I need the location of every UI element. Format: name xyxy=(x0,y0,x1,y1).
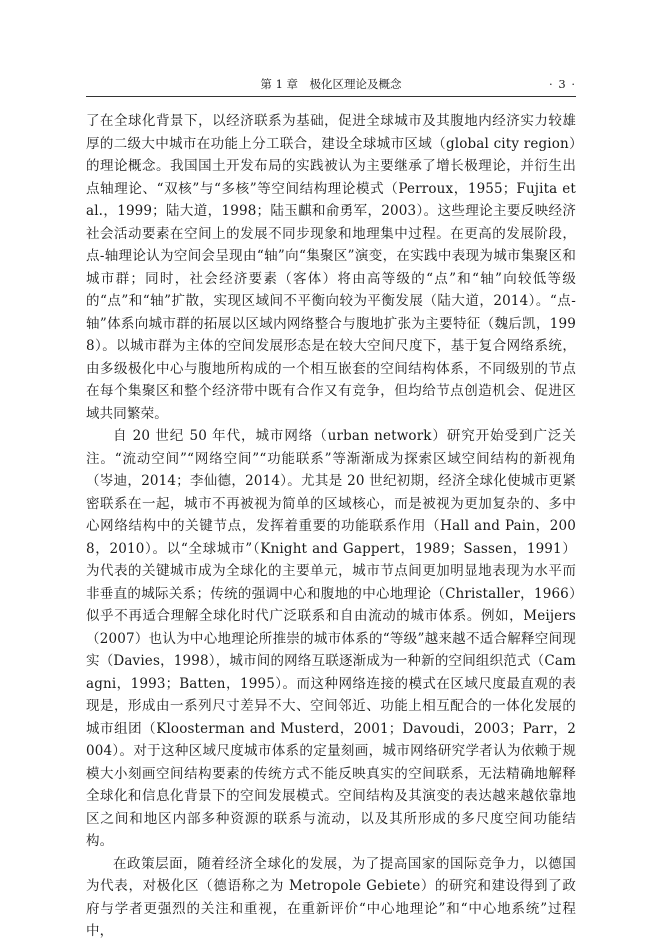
paragraph-urban-network: 自 20 世纪 50 年代，城市网络（urban network）研究开始受到广泛关注。“流动空间”“网络空间”“功能联系”等渐渐成为探索区域空间结构的新视角（岑迪，2014；李仙德，2014）。尤其是 20 世纪初期，经济全球化使城市更紧密联系在一起，城市不再被视为简单的区域核心，而是被视为更加复杂的、多中心网络结构中的关键节点，发挥着重要的功能联系作用（Hall and Pain，2008，2010）。以“全球城市”（Knight and Gappert，1989；Sassen，1991）为代表的关键城市成为全球化的主要单元，城市节点间更加明显地表现为水平而非垂直的城际关系；传统的强调中心和腹地的中心地理论（Christaller，1966）似乎不再适合理解全球化时代广泛联系和自由流动的城市体系。例如，Meijers（2007）也认为中心地理论所推崇的城市体系的“等级”越来越不适合解释空间现实（Davies，1998），城市间的网络互联逐渐成为一种新的空间组织范式（Camagni，1993；Batten，1995）。而这种网络连接的模式在区域尺度最直观的表现是，形成由一系列尺寸差异不大、空间邻近、功能上相互配合的一体化发展的城市组团（Kloosterman and Musterd，2001；Davoudi，2003；Parr，2004）。对于这种区域尺度城市体系的定量刻画，城市网络研究学者认为依赖于规模大小刻画空间结构要素的传统方式不能反映真实的空间联系，无法精确地解释全球化和信息化背景下的空间发展模式。空间结构及其演变的表达越来越依靠地区之间和地区内部多种资源的联系与流动，以及其所形成的多尺度空间功能结构。 xyxy=(86,428,576,849)
paragraph-continued: 了在全球化背景下，以经济联系为基础，促进全球城市及其腹地内经济实力较雄厚的二级大中城市在功能上分工联合，建设全球城市区域（global city region）的理论概念。我国国土开发布局的实践被认为主要继承了增长极理论，并衍生出点轴理论、“双核”与“多核”等空间结构理论模式（Perroux，1955；Fujita et al.，1999；陆大道，1998；陆玉麒和俞勇军，2003）。这些理论主要反映经济社会活动要素在空间上的发展不同步现象和地理集中过程。在更高的发展阶段，点-轴理论认为空间会呈现由“轴”向“集聚区”演变，在实践中表现为城市集聚区和城市群；同时，社会经济要素（客体）将由高等级的“点”和“轴”向较低等级的“点”和“轴”扩散，实现区域间不平衡向较为平衡发展（陆大道，2014）。“点-轴”体系向城市群的拓展以区域内网络整合与腹地扩张为主要特征（魏后凯，1998）。以城市群为主体的空间发展形态是在较大空间尺度下，基于复合网络系统，由多级极化中心与腹地所构成的一个相互嵌套的空间结构体系，不同级别的节点在每个集聚区和整个经济带中既有合作又有竞争，但均给节点创造机会、促进区域共同繁荣。 xyxy=(86,113,576,422)
chapter-title: 第 1 章 极化区理论及概念 xyxy=(260,77,402,91)
paragraph-policy: 在政策层面，随着经济全球化的发展，为了提高国家的国际竞争力，以德国为代表，对极化区（德语称之为 Metropole Gebiete）的研究和建设得到了政府与学者更强烈的关注和重视，在重新评价“中心地理论”和“中心地系统”过程中， xyxy=(86,855,576,939)
header-divider xyxy=(86,96,576,97)
page-number: · 3 · xyxy=(549,77,576,91)
running-header xyxy=(86,76,576,92)
body-text xyxy=(86,110,576,943)
